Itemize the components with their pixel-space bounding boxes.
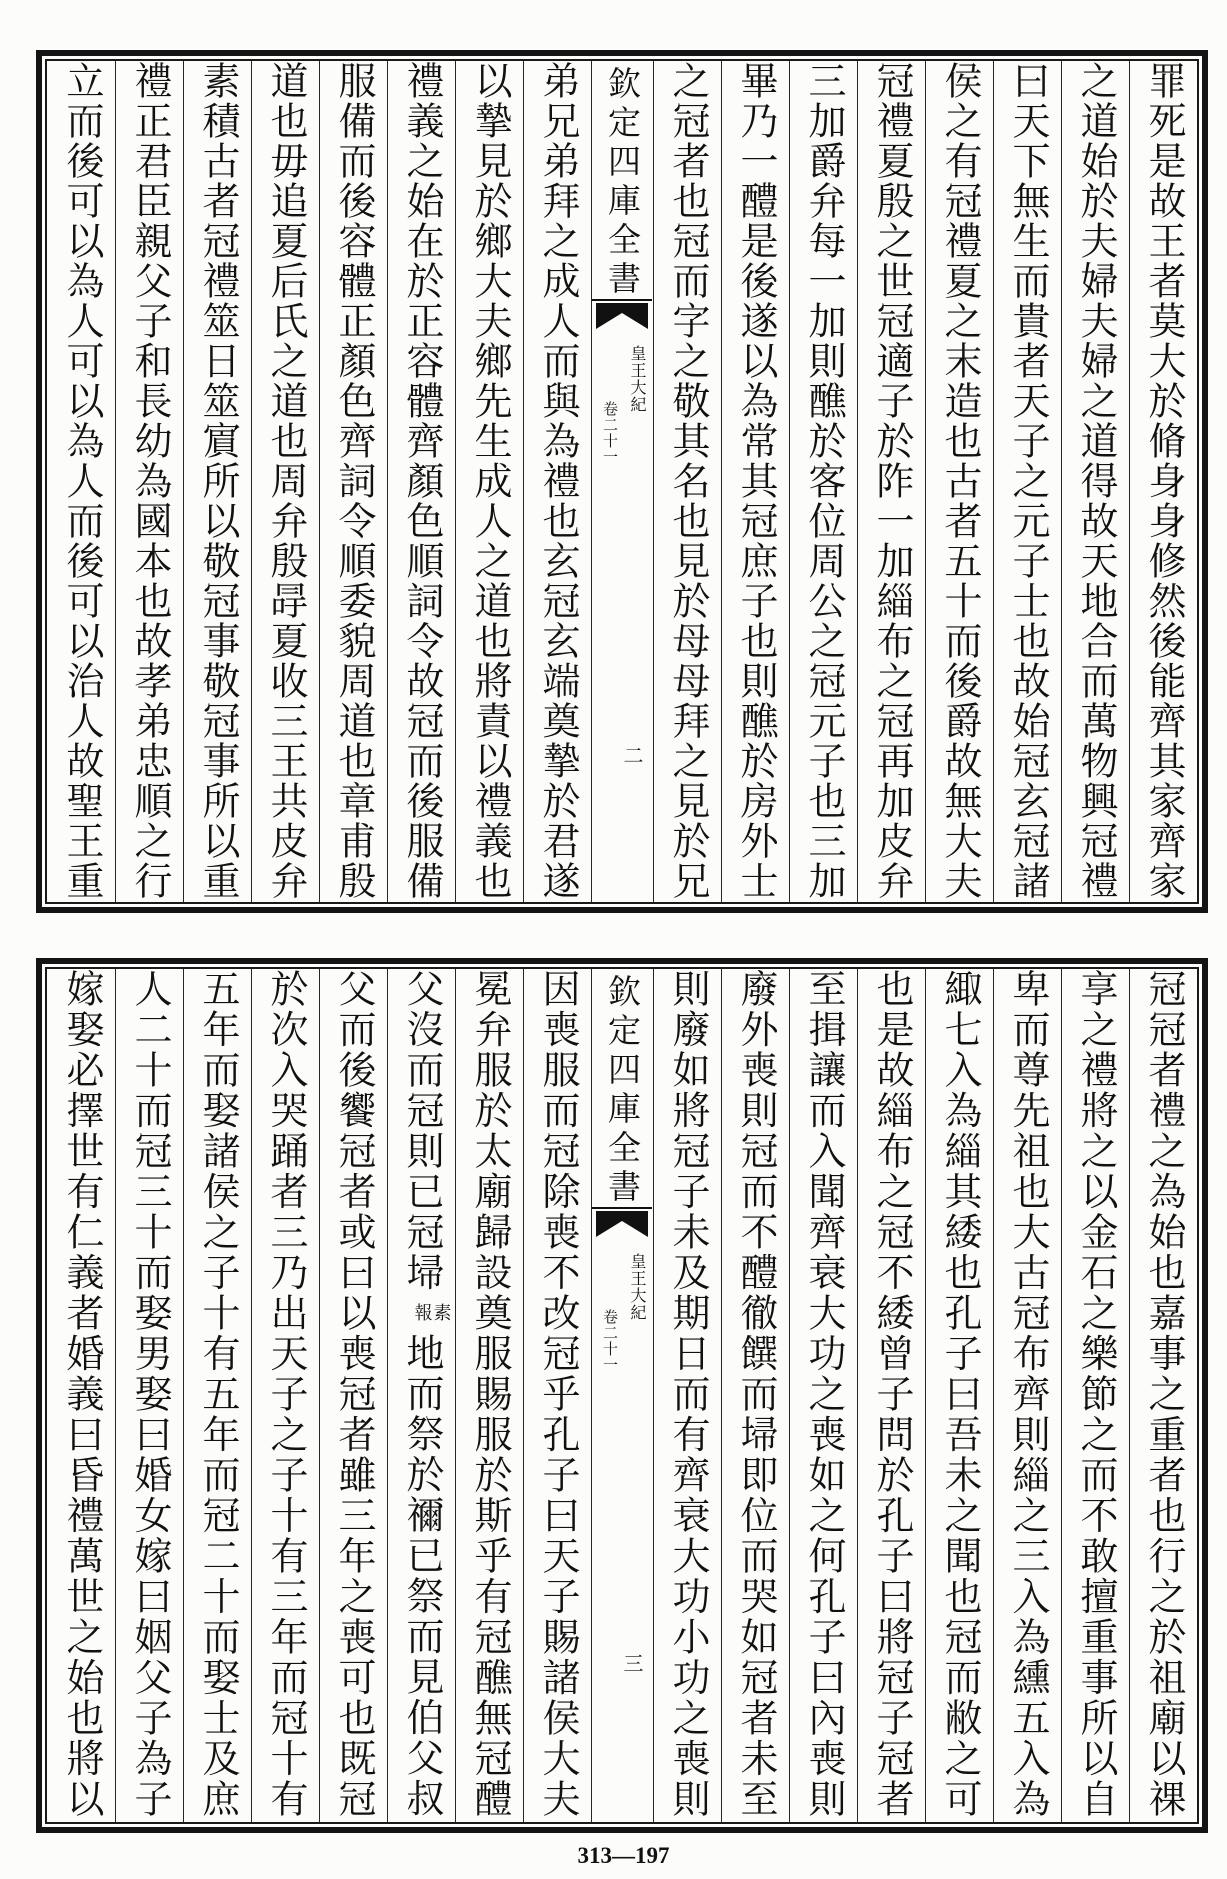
- fold-leaf-number: 二: [620, 745, 644, 765]
- fishtail-icon: [592, 299, 652, 331]
- text-column: 緅七入為緇其緌也孔子曰吾未之聞也冠而敝之可: [925, 969, 993, 1822]
- text-column: [387, 969, 455, 1822]
- text-column: 人二十而冠三十而娶男娶曰婚女嫁曰姻父子為子: [115, 969, 183, 1822]
- text-run: 地而祭於禰已祭而見伯父叔: [400, 1333, 444, 1819]
- fold-title: 欽定四庫全書: [603, 66, 642, 300]
- fishtail-icon: [592, 1207, 652, 1239]
- text-column: 素積古者冠禮筮日筮賔所以敬冠事敬冠事所以重: [183, 61, 251, 902]
- text-column: 立而後可以為人可以為人而後可以治人故聖王重: [60, 61, 104, 901]
- text-column: 至揖讓而入聞齊衰大功之喪如之何孔子曰內喪則: [789, 969, 857, 1822]
- fold-volume: 卷二十一: [601, 401, 619, 465]
- text-column: 曰天下無生而貴者天子之元子士也故始冠玄冠諸: [993, 61, 1061, 902]
- text-column: 畢乃一醴是後遂以為常其冠庶子也則醮於房外士: [721, 61, 789, 902]
- text-column: 道也毋追夏后氏之道也周弁殷冔夏收三王共皮弁: [251, 61, 319, 902]
- text-column: 罪死是故王者莫大於脩身身修然後能齊其家齊家: [1129, 61, 1197, 902]
- text-column: 因喪服而冠除喪不改冠乎孔子曰天子賜諸侯大夫: [523, 969, 591, 1822]
- fold-column: [591, 969, 653, 1822]
- text-column: 之道始於夫婦夫婦之道得故天地合而萬物興冠禮: [1061, 61, 1129, 902]
- interlinear-note: 素報: [411, 1303, 452, 1321]
- fold-book-title: 皇王大紀: [628, 1253, 647, 1321]
- text-column: 三加爵弁每一加則醮於客位周公之冠元子也三加: [789, 61, 857, 902]
- text-column: 冠冠者禮之為始也嘉事之重者也行之於祖廟以祼: [1129, 969, 1197, 1822]
- text-column: 也是故緇布之冠不緌曾子問於孔子曰將冠子冠者: [857, 969, 925, 1822]
- fold-title: 欽定四庫全書: [603, 974, 642, 1208]
- fold-volume: 卷二十一: [601, 1309, 619, 1373]
- text-column: 卑而尊先祖也大古冠布齊則緇之三入為纁五入為: [993, 969, 1061, 1822]
- text-column: 冕弁服於太廟歸設奠服賜服於斯乎有冠醮無冠醴: [455, 969, 523, 1822]
- text-column: 冠禮夏殷之世冠適子於阼一加緇布之冠再加皮弁: [857, 61, 925, 902]
- fold-book-title: 皇王大紀: [628, 345, 647, 413]
- footer-page-number: 313—197: [577, 1843, 670, 1868]
- text-frame: [45, 967, 1199, 1824]
- text-column: 則廢如將冠子未及期日而有齊衰大功小功之喪則: [653, 969, 721, 1822]
- fold-leaf-number: 三: [620, 1653, 644, 1673]
- text-column: 嫁娶必擇世有仁義者婚義曰昏禮萬世之始也將以: [60, 969, 104, 1820]
- text-column: 五年而娶諸侯之子十有五年而冠二十而娶士及庶: [183, 969, 251, 1822]
- text-column: 父而後饗冠者或曰以喪冠者雖三年之喪可也既冠: [319, 969, 387, 1822]
- text-column: 以摯見於鄉大夫鄉先生成人之道也將責以禮義也: [455, 61, 523, 902]
- page-panel-bottom: [36, 958, 1208, 1833]
- text-column: 弟兄弟拜之成人而與為禮也玄冠玄端奠摯於君遂: [523, 61, 591, 902]
- text-column: 於次入哭踊者三乃出天子之子十有三年而冠十有: [251, 969, 319, 1822]
- text-column: 侯之有冠禮夏之末造也古者五十而後爵故無大夫: [925, 61, 993, 902]
- text-frame: [45, 59, 1199, 904]
- text-column: 禮義之始在於正容體齊顏色順詞令故冠而後服備: [387, 61, 455, 902]
- text-column: 享之禮將之以金石之樂節之而不敢擅重事所以自: [1061, 969, 1129, 1822]
- text-column: 之冠者也冠而字之敬其名也見於母母拜之見於兄: [653, 61, 721, 902]
- text-column: 禮正君臣親父子和長幼為國本也故孝弟忠順之行: [115, 61, 183, 902]
- fold-column: [591, 61, 653, 902]
- text-column: 服備而後容體正顏色齊詞令順委貌周道也章甫殷: [319, 61, 387, 902]
- text-column: 廢外喪則冠而不醴徹饌而埽即位而哭如冠者未至: [721, 969, 789, 1822]
- page-panel-top: [36, 50, 1208, 913]
- text-run: 父沒而冠則已冠埽: [400, 969, 444, 1293]
